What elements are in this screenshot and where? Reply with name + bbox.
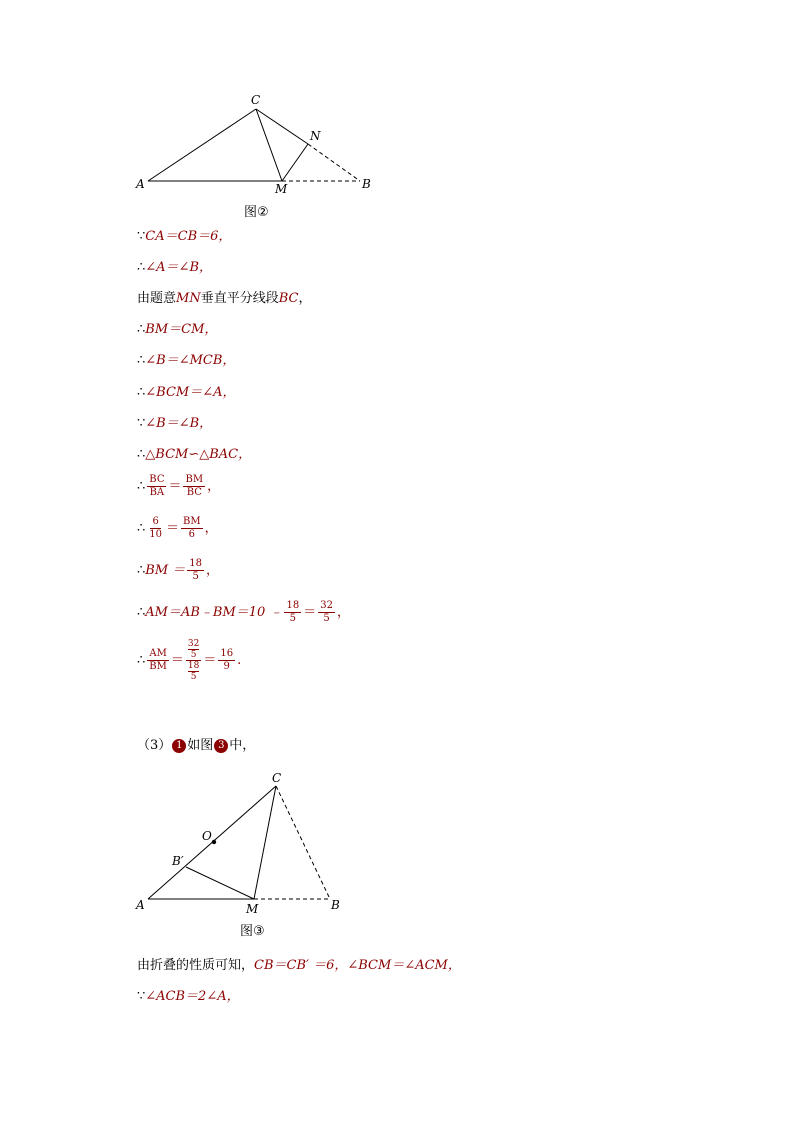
segment-ac bbox=[148, 109, 256, 181]
point-o bbox=[212, 840, 216, 844]
segment-cb-dashed bbox=[276, 786, 330, 899]
segment-cm bbox=[256, 109, 282, 181]
circled-number-1: 1 bbox=[172, 739, 186, 753]
label-n: N bbox=[310, 129, 321, 143]
line-14: （3） 1 如图 3 中， bbox=[137, 738, 256, 753]
line-2: ∴ ∠A＝∠B， bbox=[137, 260, 213, 275]
compound-fraction: 32 5 18 5 bbox=[187, 639, 200, 682]
line-15: 由折叠的性质可知， CB＝CB′ ＝6，∠BCM＝∠ACM， bbox=[137, 958, 461, 973]
fraction-6-10: $\frac{6}{10}$ bbox=[149, 516, 163, 540]
figure-3-caption: 图③ bbox=[240, 924, 265, 939]
line-8: ∴ △BCM∽△BAC， bbox=[137, 447, 252, 462]
segment-bp-m bbox=[186, 867, 254, 899]
label-b: B bbox=[331, 898, 340, 912]
line-16: ∵ ∠ACB＝2∠A， bbox=[137, 989, 240, 1004]
line-10: ∴ $\frac{6}{10}$ ＝ $\frac{BM}{6}$ ， bbox=[137, 516, 218, 540]
figure-3 bbox=[130, 768, 360, 918]
label-a: A bbox=[136, 177, 145, 191]
segment-nb-dashed bbox=[308, 144, 360, 181]
line-3: 由题意 MN 垂直平分线段 BC ， bbox=[137, 291, 312, 306]
segment-mn bbox=[282, 144, 308, 181]
label-b-prime: B′ bbox=[172, 854, 184, 868]
line-7: ∵ ∠B＝∠B， bbox=[137, 416, 213, 431]
fraction-18-5: $\frac{18}{5}$ bbox=[189, 558, 203, 582]
fraction-am-bm: $\frac{AM}{BM}$ bbox=[149, 648, 167, 672]
label-b: B bbox=[362, 177, 371, 191]
circled-number-3: 3 bbox=[214, 739, 228, 753]
fraction-18-5-b: $\frac{18}{5}$ bbox=[286, 600, 300, 624]
figure-2 bbox=[130, 90, 390, 195]
fraction-32-5: $\frac{32}{5}$ bbox=[320, 600, 333, 624]
segment-cn bbox=[256, 109, 308, 144]
line-11: ∴ BM ＝ $\frac{18}{5}$ ， bbox=[137, 558, 220, 582]
line-1: ∵ CA＝CB＝6， bbox=[137, 229, 232, 244]
figure-3-diagram bbox=[130, 768, 360, 918]
line-12: ∴ AM＝AB﹣BM＝10 ﹣ $\frac{18}{5}$ ＝ $\frac{32}{5}$ ， bbox=[137, 600, 350, 624]
line-6: ∴ ∠BCM＝∠A， bbox=[137, 385, 236, 400]
label-c: C bbox=[272, 771, 282, 785]
label-c: C bbox=[251, 93, 261, 107]
label-o: O bbox=[202, 829, 212, 843]
line-4: ∴ BM＝CM， bbox=[137, 322, 218, 337]
label-a: A bbox=[136, 898, 145, 912]
line-13: ∴ $\frac{AM}{BM}$ ＝ 32 5 18 5 ＝ $\frac{16}{9}$ . bbox=[137, 639, 242, 682]
fraction-bc-ba: $\frac{BC}{BA}$ bbox=[149, 474, 165, 498]
line-5: ∴ ∠B＝∠MCB， bbox=[137, 353, 236, 368]
figure-2-caption: 图② bbox=[244, 205, 269, 220]
label-m: M bbox=[246, 902, 259, 916]
fraction-16-9: $\frac{16}{9}$ bbox=[220, 648, 234, 672]
fraction-bm-6: $\frac{BM}{6}$ bbox=[183, 516, 201, 540]
label-m: M bbox=[275, 182, 288, 196]
figure-2-diagram bbox=[130, 90, 390, 195]
line-9: ∴ $\frac{BC}{BA}$ ＝ $\frac{BM}{BC}$ ， bbox=[137, 474, 221, 498]
fraction-bm-bc: $\frac{BM}{BC}$ bbox=[185, 474, 204, 498]
